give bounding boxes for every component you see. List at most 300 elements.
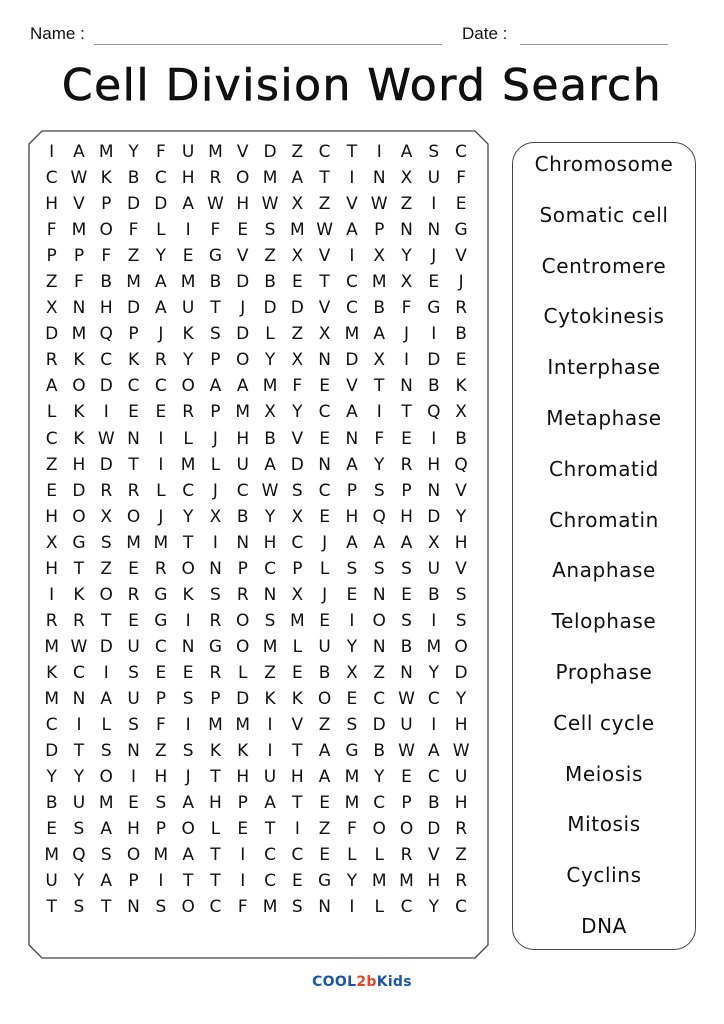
grid-letter: N (400, 662, 413, 683)
grid-letter: V (427, 845, 440, 866)
word-list-item: Prophase (555, 660, 653, 684)
grid-letter: F (237, 897, 248, 918)
grid-letter: S (100, 741, 112, 762)
grid-letter: F (347, 819, 357, 840)
grid-letter: E (291, 272, 303, 293)
grid-letter: T (182, 871, 194, 892)
grid-letter: H (236, 767, 250, 788)
grid-letter: F (374, 428, 385, 449)
grid-letter: E (46, 480, 58, 501)
grid-letter: U (72, 793, 86, 814)
grid-letter: V (236, 142, 249, 163)
grid-letter: I (240, 845, 246, 866)
word-list-item: Chromatid (549, 456, 659, 481)
grid-letter: S (264, 610, 276, 631)
grid-letter: R (100, 480, 113, 501)
grid-letter: L (210, 454, 221, 475)
grid-letter: Z (264, 662, 276, 683)
grid-letter: W (207, 194, 224, 215)
grid-letter: X (346, 662, 358, 683)
grid-letter: O (236, 636, 250, 657)
grid-letter: L (292, 636, 303, 657)
grid-letter: A (264, 793, 276, 814)
grid-letter: C (373, 689, 386, 709)
grid-letter: Q (427, 402, 441, 423)
header-row (30, 24, 670, 52)
grid-letter: P (210, 402, 221, 423)
word-list-item: Centromere (541, 253, 667, 278)
grid-letter: L (46, 402, 57, 423)
grid-letter: R (45, 350, 58, 371)
grid-letter: U (127, 689, 140, 709)
grid-letter: V (346, 376, 358, 397)
grid-letter: B (264, 428, 276, 449)
grid-letter: K (182, 584, 194, 605)
grid-letter: F (292, 376, 303, 397)
grid-letter: K (182, 324, 194, 345)
grid-letter: S (210, 584, 221, 605)
grid-letter: E (155, 662, 167, 683)
grid-letter: N (427, 480, 441, 501)
grid-letter: Z (455, 845, 467, 866)
date-field[interactable] (520, 44, 668, 45)
grid-letter: B (236, 506, 249, 527)
grid-letter: G (427, 298, 441, 319)
grid-letter: R (182, 402, 195, 423)
word-list-item: Mitosis (567, 812, 641, 837)
grid-letter: M (426, 636, 442, 657)
grid-letter: I (431, 194, 437, 215)
grid-letter: X (100, 506, 113, 527)
grid-letter: B (100, 272, 113, 293)
grid-letter: X (373, 246, 386, 267)
grid-letter: D (345, 350, 359, 371)
grid-letter: M (98, 142, 114, 163)
grid-letter: W (261, 480, 279, 501)
grid-letter: D (236, 324, 250, 345)
brand-logo: COOL2bKids (312, 974, 412, 990)
grid-letter: D (454, 662, 468, 683)
word-list-item: Somatic cell (539, 202, 669, 227)
grid-letter: C (318, 142, 331, 163)
grid-letter: D (372, 715, 386, 736)
grid-letter: T (292, 741, 303, 762)
grid-letter: N (181, 636, 195, 657)
grid-letter: T (46, 897, 57, 918)
grid-letter: M (126, 532, 141, 553)
grid-letter: P (401, 480, 412, 501)
grid-letter: Y (73, 871, 85, 892)
grid-letter: T (128, 454, 139, 475)
grid-letter: D (263, 298, 277, 319)
grid-letter: K (73, 428, 85, 449)
grid-letter: I (376, 142, 382, 163)
grid-letter: Y (155, 246, 167, 267)
grid-letter: V (291, 428, 304, 449)
grid-letter: M (71, 324, 87, 345)
grid-letter: C (154, 376, 167, 397)
grid-letter: E (46, 819, 58, 840)
grid-letter: C (318, 480, 331, 501)
grid-letter: Y (346, 636, 358, 657)
grid-letter: D (236, 272, 250, 293)
grid-letter: T (292, 793, 303, 814)
letter-grid (38, 139, 475, 920)
grid-letter: M (399, 871, 414, 892)
grid-letter: X (291, 506, 304, 527)
grid-letter: C (291, 845, 304, 866)
grid-letter: C (291, 532, 304, 553)
grid-letter: Y (428, 897, 439, 918)
grid-letter: W (261, 194, 279, 215)
grid-letter: V (318, 246, 331, 267)
word-list-item: Interphase (547, 355, 661, 380)
grid-letter: P (346, 480, 358, 501)
grid-letter: S (455, 584, 467, 605)
grid-letter: S (346, 558, 358, 579)
grid-letter: S (455, 610, 467, 631)
grid-letter: Y (455, 689, 467, 709)
grid-letter: S (128, 715, 139, 736)
grid-letter: P (155, 689, 166, 709)
grid-letter: T (182, 532, 194, 553)
grid-letter: B (400, 636, 413, 657)
grid-letter: E (319, 506, 330, 527)
grid-letter: I (76, 715, 82, 736)
grid-letter: E (401, 584, 412, 605)
grid-letter: K (46, 662, 58, 683)
grid-letter: M (262, 376, 278, 397)
grid-letter: C (182, 480, 195, 501)
grid-letter: Y (182, 506, 194, 527)
grid-letter: A (182, 793, 194, 814)
grid-letter: N (318, 897, 331, 918)
grid-letter: Z (291, 142, 304, 163)
grid-letter: Y (374, 767, 385, 788)
grid-letter: S (291, 897, 303, 918)
grid-letter: R (455, 298, 467, 319)
grid-letter: S (73, 819, 85, 840)
grid-letter: N (400, 220, 413, 241)
grid-letter: P (101, 194, 112, 215)
grid-letter: J (404, 324, 410, 345)
grid-letter: Y (46, 767, 57, 788)
grid-letter: R (127, 584, 140, 605)
grid-letter: K (209, 741, 221, 762)
grid-letter: D (427, 350, 441, 371)
name-field[interactable] (94, 44, 442, 45)
grid-letter: B (318, 662, 331, 683)
grid-letter: I (103, 402, 109, 423)
grid-letter: M (262, 168, 278, 189)
grid-letter: D (427, 819, 441, 840)
grid-letter: S (264, 220, 276, 241)
grid-letter: K (73, 402, 85, 423)
grid-letter: I (49, 142, 55, 163)
grid-letter: A (373, 532, 386, 553)
grid-letter: R (209, 168, 222, 189)
grid-letter: L (237, 662, 248, 683)
grid-letter: M (344, 793, 360, 814)
grid-letter: N (236, 532, 250, 553)
grid-letter: E (455, 350, 467, 371)
grid-letter: Y (182, 350, 194, 371)
grid-letter: A (346, 454, 358, 475)
grid-letter: I (185, 220, 191, 241)
grid-letter: E (291, 662, 303, 683)
grid-letter: B (455, 324, 467, 345)
grid-letter: J (322, 584, 328, 605)
grid-letter: K (237, 741, 249, 762)
grid-letter: R (154, 558, 167, 579)
grid-letter: N (127, 428, 140, 449)
grid-letter: E (128, 402, 139, 423)
grid-letter: C (100, 350, 113, 371)
grid-letter: P (210, 350, 221, 371)
grid-letter: M (180, 454, 196, 475)
grid-letter: P (292, 558, 303, 579)
grid-letter: L (265, 324, 275, 345)
word-list-item: Cyclins (566, 863, 642, 888)
grid-letter: C (455, 897, 468, 918)
grid-letter: E (346, 689, 358, 709)
grid-letter: C (427, 689, 440, 709)
grid-letter: A (318, 741, 331, 762)
grid-letter: X (400, 168, 413, 189)
word-list-item: Anaphase (552, 558, 656, 583)
grid-letter: F (210, 220, 221, 241)
grid-letter: J (212, 480, 218, 501)
grid-letter: U (427, 558, 441, 579)
grid-letter: J (322, 532, 328, 553)
grid-letter: P (374, 220, 385, 241)
grid-letter: D (427, 506, 441, 527)
grid-letter: M (235, 715, 251, 736)
grid-letter: D (126, 298, 141, 319)
grid-letter: K (127, 350, 140, 371)
grid-letter: O (99, 584, 113, 605)
grid-letter: I (431, 428, 437, 449)
grid-letter: O (454, 636, 468, 657)
grid-letter: T (210, 767, 221, 788)
grid-letter: W (398, 741, 415, 762)
grid-letter: S (155, 793, 167, 814)
grid-letter: X (209, 506, 222, 527)
grid-letter: G (208, 246, 223, 267)
grid-letter: O (236, 610, 250, 631)
grid-letter: U (127, 636, 140, 657)
grid-letter: S (73, 897, 85, 918)
grid-letter: R (73, 610, 85, 631)
grid-letter: M (126, 272, 141, 293)
grid-letter: H (454, 793, 468, 814)
grid-letter: C (427, 767, 440, 788)
grid-letter: J (212, 428, 218, 449)
grid-letter: P (237, 558, 248, 579)
grid-letter: C (318, 402, 331, 423)
grid-letter: R (236, 584, 249, 605)
grid-letter: O (126, 845, 141, 866)
grid-letter: F (401, 298, 412, 319)
grid-letter: D (99, 636, 113, 657)
grid-letter: X (291, 246, 304, 267)
grid-letter: U (181, 142, 195, 163)
grid-letter: N (318, 350, 331, 371)
grid-letter: P (73, 246, 85, 267)
grid-letter: R (400, 454, 413, 475)
grid-letter: B (127, 168, 140, 189)
grid-letter: T (319, 272, 330, 293)
grid-letter: I (267, 715, 273, 736)
grid-letter: T (346, 142, 358, 163)
grid-letter: Y (428, 662, 439, 683)
grid-letter: E (128, 793, 139, 814)
grid-letter: A (236, 376, 249, 397)
grid-letter: E (346, 584, 358, 605)
grid-letter: V (236, 246, 249, 267)
grid-letter: I (185, 715, 191, 736)
grid-letter: Y (346, 871, 358, 892)
grid-letter: Z (264, 246, 276, 267)
grid-letter: M (344, 324, 360, 345)
grid-letter: S (346, 715, 358, 736)
grid-letter: E (155, 402, 167, 423)
grid-letter: E (319, 845, 330, 866)
grid-letter: W (370, 194, 388, 215)
grid-letter: C (345, 272, 358, 293)
grid-letter: Q (99, 324, 113, 345)
grid-letter: P (237, 793, 248, 814)
grid-letter: C (45, 428, 58, 449)
grid-letter: Z (100, 558, 113, 579)
grid-letter: G (154, 584, 168, 605)
grid-letter: K (455, 376, 467, 397)
grid-letter: X (400, 272, 413, 293)
grid-letter: D (236, 689, 250, 709)
grid-letter: K (264, 689, 276, 709)
grid-letter: G (72, 532, 86, 553)
grid-letter: Z (45, 272, 58, 293)
grid-letter: C (373, 793, 386, 814)
grid-letter: G (318, 871, 332, 892)
grid-letter: E (237, 220, 249, 241)
grid-letter: I (431, 715, 437, 736)
grid-letter: H (427, 871, 441, 892)
grid-letter: I (294, 819, 300, 840)
grid-letter: D (154, 194, 168, 215)
grid-letter: J (185, 767, 191, 788)
grid-letter: C (209, 897, 222, 918)
grid-letter: C (127, 376, 140, 397)
grid-letter: D (99, 376, 113, 397)
grid-letter: W (316, 220, 334, 241)
word-list-item: Telophase (551, 609, 657, 634)
grid-letter: B (45, 793, 58, 814)
date-label: Date : (462, 24, 508, 43)
grid-letter: S (401, 610, 412, 631)
grid-letter: Y (128, 142, 139, 163)
grid-letter: F (456, 168, 466, 189)
grid-letter: D (290, 454, 304, 475)
grid-letter: L (210, 819, 221, 840)
grid-letter: M (44, 845, 59, 866)
grid-letter: M (262, 636, 278, 657)
grid-letter: E (128, 558, 139, 579)
grid-letter: B (427, 584, 440, 605)
grid-letter: H (45, 558, 59, 579)
grid-letter: A (182, 845, 194, 866)
grid-letter: M (262, 897, 278, 918)
grid-letter: S (100, 532, 112, 553)
grid-letter: E (401, 767, 412, 788)
grid-letter: H (45, 506, 59, 527)
grid-letter: D (290, 298, 304, 319)
grid-letter: V (318, 298, 331, 319)
grid-letter: S (155, 897, 167, 918)
grid-letter: C (455, 142, 468, 163)
grid-letter: A (209, 376, 222, 397)
grid-letter: Z (318, 715, 331, 736)
grid-letter: I (185, 610, 191, 631)
grid-letter: I (349, 897, 355, 918)
grid-letter: K (100, 168, 112, 189)
grid-letter: Y (455, 506, 467, 527)
grid-letter: M (208, 715, 223, 736)
grid-letter: V (291, 715, 304, 736)
grid-letter: L (156, 480, 166, 501)
grid-letter: B (264, 272, 276, 293)
grid-letter: H (263, 532, 277, 553)
grid-letter: Z (127, 246, 140, 267)
grid-letter: G (345, 741, 359, 762)
grid-letter: L (374, 897, 384, 918)
grid-letter: H (72, 454, 86, 475)
grid-letter: R (45, 610, 58, 631)
grid-letter: E (128, 610, 139, 631)
grid-letter: N (372, 168, 386, 189)
grid-letter: T (264, 819, 276, 840)
grid-letter: P (210, 689, 221, 709)
grid-letter: A (100, 689, 113, 709)
grid-letter: A (100, 871, 113, 892)
grid-letter: U (427, 168, 441, 189)
grid-letter: C (264, 845, 276, 866)
grid-letter: S (291, 480, 303, 501)
grid-letter: O (99, 767, 113, 788)
grid-letter: X (455, 402, 467, 423)
grid-letter: O (72, 376, 86, 397)
grid-letter: R (209, 610, 222, 631)
grid-letter: L (374, 845, 384, 866)
grid-letter: N (345, 428, 359, 449)
grid-letter: K (291, 689, 303, 709)
grid-letter: L (183, 428, 193, 449)
grid-letter: A (318, 767, 331, 788)
grid-letter: N (263, 584, 277, 605)
grid-letter: Y (401, 246, 412, 267)
grid-letter: L (319, 558, 330, 579)
grid-letter: C (73, 662, 85, 683)
grid-letter: M (71, 220, 87, 241)
grid-letter: O (181, 376, 195, 397)
grid-letter: I (376, 402, 382, 423)
word-list-item: Cell cycle (553, 710, 655, 735)
grid-letter: M (153, 845, 169, 866)
grid-letter: V (346, 194, 358, 215)
grid-letter: J (158, 506, 164, 527)
grid-letter: R (455, 819, 467, 840)
grid-letter: B (427, 793, 440, 814)
